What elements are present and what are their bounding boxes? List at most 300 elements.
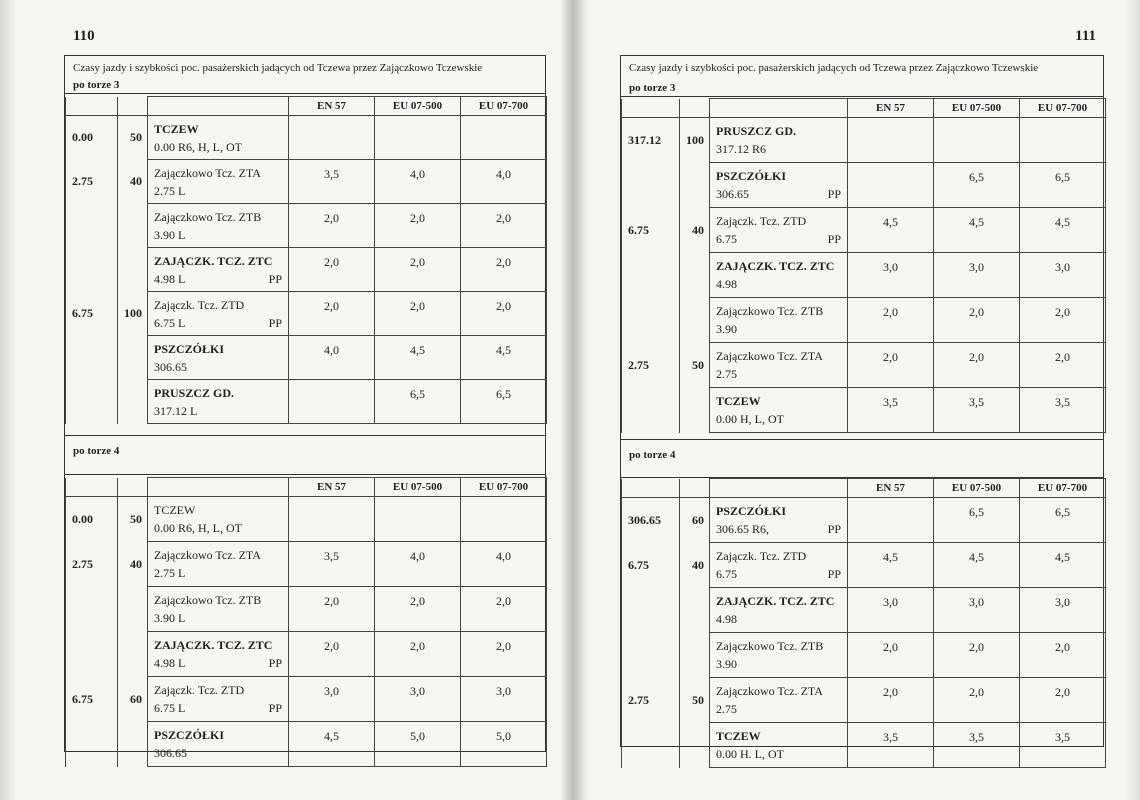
header-row — [66, 478, 547, 497]
station-name: TCZEW — [154, 122, 199, 136]
time-cell: 3,0 — [1020, 253, 1106, 298]
time-cell: 2,0 — [289, 248, 375, 292]
time-cell: 3,5 — [1020, 388, 1106, 433]
table-row — [66, 722, 547, 767]
column-header: EN 57 — [848, 99, 934, 118]
time-cell: 2,0 — [375, 204, 461, 248]
time-cell — [375, 497, 461, 542]
time-cell — [934, 118, 1020, 163]
station-name: Zajączk. Tcz. ZTD — [716, 549, 807, 563]
km-cell — [622, 253, 680, 298]
table-row — [622, 343, 1106, 388]
station-name: Zajączkowo Tcz. ZTB — [154, 593, 262, 607]
speed-cell: 50 — [680, 678, 710, 723]
time-cell: 2,0 — [461, 632, 547, 677]
km-cell: 6.75 — [622, 543, 680, 588]
time-cell — [461, 497, 547, 542]
station-cell — [148, 632, 289, 677]
speed-cell: 50 — [118, 116, 148, 160]
station-cell — [710, 163, 848, 208]
station-info — [154, 519, 282, 537]
station-km-info: 306.65 — [154, 746, 187, 760]
km-cell — [622, 163, 680, 208]
speed-cell: 50 — [680, 343, 710, 388]
pp-mark: PP — [268, 272, 282, 286]
station-name: Zajączkowo Tcz. ZTB — [716, 639, 824, 653]
station-header-cell — [710, 99, 848, 118]
column-header: EU 07-500 — [934, 99, 1020, 118]
page-right — [574, 0, 1140, 800]
km-cell: 2.75 — [66, 160, 118, 204]
station-cell — [710, 388, 848, 433]
column-header: EU 07-500 — [934, 479, 1020, 498]
station-info — [716, 185, 841, 203]
time-cell — [289, 497, 375, 542]
table-row — [622, 543, 1106, 588]
station-name: Zajączk. Tcz. ZTD — [716, 214, 807, 228]
km-cell: 6.75 — [622, 208, 680, 253]
pp-mark: PP — [827, 232, 841, 246]
time-cell: 6,5 — [1020, 163, 1106, 208]
time-cell: 2,0 — [1020, 298, 1106, 343]
station-info — [154, 654, 282, 672]
time-cell: 4,5 — [375, 336, 461, 380]
time-cell: 2,0 — [289, 632, 375, 677]
speed-cell — [680, 253, 710, 298]
station-name: PSZCZÓŁKI — [154, 342, 225, 356]
table-row — [622, 723, 1106, 768]
km-cell — [622, 298, 680, 343]
track-label: po torze 3 — [73, 79, 120, 91]
time-cell: 2,0 — [848, 343, 934, 388]
station-info — [154, 226, 282, 244]
column-header: EU 07-700 — [1020, 479, 1106, 498]
station-cell — [148, 497, 289, 542]
station-cell — [148, 587, 289, 632]
time-cell: 3,0 — [375, 677, 461, 722]
table-row — [66, 677, 547, 722]
time-cell: 3,5 — [848, 388, 934, 433]
station-cell — [710, 723, 848, 768]
station-cell — [710, 343, 848, 388]
station-km-info: 2.75 L — [154, 184, 186, 198]
speed-cell: 40 — [680, 543, 710, 588]
time-cell: 6,5 — [934, 498, 1020, 543]
station-info — [154, 564, 282, 582]
time-cell: 4,5 — [848, 543, 934, 588]
station-km-info: 4.98 — [716, 612, 737, 626]
station-info — [716, 230, 841, 248]
table-row — [622, 588, 1106, 633]
table-title: Czasy jazdy i szybkości poc. pasażerskich jadących od Tczewa przez Zajączkowo Tczewskie — [629, 62, 1039, 74]
station-km-info: 3.90 — [716, 657, 737, 671]
station-name: Zajączkowo Tcz. ZTA — [154, 548, 261, 562]
station-info — [154, 358, 282, 376]
km-header-cell — [66, 478, 118, 497]
station-name: TCZEW — [716, 394, 761, 408]
table-row — [66, 160, 547, 204]
track-label: po torze 4 — [629, 449, 676, 461]
table-row — [66, 587, 547, 632]
station-cell — [148, 542, 289, 587]
station-cell — [148, 380, 289, 424]
station-cell — [148, 116, 289, 160]
time-cell: 4,0 — [461, 542, 547, 587]
timetable-frame — [620, 55, 1104, 761]
speed-cell — [118, 380, 148, 424]
station-info — [716, 140, 841, 158]
pp-mark: PP — [827, 567, 841, 581]
km-cell: 0.00 — [66, 116, 118, 160]
time-cell: 4,5 — [934, 208, 1020, 253]
time-cell: 6,5 — [375, 380, 461, 424]
time-cell: 2,0 — [934, 298, 1020, 343]
time-cell: 2,0 — [848, 678, 934, 723]
speed-cell — [680, 588, 710, 633]
km-cell: 6.75 — [66, 292, 118, 336]
station-name: TCZEW — [154, 503, 196, 517]
km-cell: 306.65 — [622, 498, 680, 543]
km-cell — [622, 723, 680, 768]
time-cell — [1020, 118, 1106, 163]
pp-mark: PP — [268, 656, 282, 670]
time-cell: 2,0 — [848, 633, 934, 678]
station-info — [716, 365, 841, 383]
speed-cell — [680, 163, 710, 208]
timetable-grid — [65, 96, 547, 424]
time-cell: 4,0 — [375, 160, 461, 204]
station-km-info: 6.75 L — [154, 316, 186, 330]
km-header-cell — [66, 97, 118, 116]
time-cell: 4,5 — [934, 543, 1020, 588]
table-title: Czasy jazdy i szybkości poc. pasażerskich jadących od Tczewa przez Zajączkowo Tczewskie — [73, 62, 483, 74]
km-cell: 2.75 — [622, 678, 680, 723]
km-cell: 2.75 — [66, 542, 118, 587]
table-row — [622, 118, 1106, 163]
station-info — [154, 182, 282, 200]
speed-cell — [118, 587, 148, 632]
column-header: EN 57 — [848, 479, 934, 498]
speed-cell: 40 — [118, 542, 148, 587]
km-cell — [66, 722, 118, 767]
station-km-info: 4.98 L — [154, 272, 186, 286]
speed-cell: 60 — [680, 498, 710, 543]
time-cell: 2,0 — [461, 587, 547, 632]
station-name: Zajączkowo Tcz. ZTA — [716, 349, 823, 363]
station-info — [154, 314, 282, 332]
station-km-info: 306.65 — [716, 187, 749, 201]
time-cell: 4,0 — [461, 160, 547, 204]
time-cell: 3,5 — [1020, 723, 1106, 768]
station-info — [154, 402, 282, 420]
station-km-info: 0.00 R6, H, L, OT — [154, 140, 242, 154]
station-km-info: 2.75 — [716, 702, 737, 716]
time-cell: 3,5 — [289, 160, 375, 204]
station-info — [716, 275, 841, 293]
station-km-info: 6.75 L — [154, 701, 186, 715]
station-km-info: 0.00 H, L, OT — [716, 412, 784, 426]
station-cell — [148, 248, 289, 292]
speed-cell: 100 — [680, 118, 710, 163]
time-cell: 2,0 — [1020, 678, 1106, 723]
station-info — [716, 655, 841, 673]
station-km-info: 6.75 — [716, 232, 737, 246]
time-cell: 3,5 — [848, 723, 934, 768]
time-cell: 2,0 — [289, 587, 375, 632]
column-header: EU 07-700 — [461, 97, 547, 116]
header-row — [622, 99, 1106, 118]
station-info — [716, 320, 841, 338]
station-km-info: 317.12 L — [154, 404, 198, 418]
station-cell — [148, 336, 289, 380]
time-cell: 2,0 — [934, 343, 1020, 388]
speed-cell — [680, 388, 710, 433]
station-name: Zajączk. Tcz. ZTD — [154, 683, 245, 697]
km-cell — [66, 587, 118, 632]
km-header-cell — [622, 479, 680, 498]
time-cell: 4,5 — [461, 336, 547, 380]
time-cell: 3,0 — [848, 253, 934, 298]
time-cell: 6,5 — [1020, 498, 1106, 543]
station-name: PSZCZÓŁKI — [716, 169, 787, 183]
header-row — [622, 479, 1106, 498]
station-cell — [710, 633, 848, 678]
timetable-grid — [621, 98, 1106, 433]
km-cell — [66, 632, 118, 677]
km-cell — [66, 336, 118, 380]
table-row — [66, 292, 547, 336]
km-cell — [66, 380, 118, 424]
table-row — [66, 380, 547, 424]
station-name: Zajączkowo Tcz. ZTB — [154, 210, 262, 224]
timetable-frame — [64, 55, 546, 760]
station-cell — [710, 253, 848, 298]
table-row — [622, 163, 1106, 208]
station-km-info: 2.75 — [716, 367, 737, 381]
station-km-info: 4.98 L — [154, 656, 186, 670]
station-km-info: 317.12 R6 — [716, 142, 767, 156]
station-name: Zajączkowo Tcz. ZTA — [154, 166, 261, 180]
station-cell — [710, 298, 848, 343]
track-label: po torze 4 — [73, 445, 120, 457]
station-name: PRUSZCZ GD. — [716, 124, 797, 138]
station-name: ZAJĄCZK. TCZ. ZTC — [154, 254, 273, 268]
station-km-info: 3.90 L — [154, 611, 186, 625]
time-cell: 2,0 — [289, 292, 375, 336]
time-cell: 3,0 — [461, 677, 547, 722]
table-row — [622, 208, 1106, 253]
speed-cell: 60 — [118, 677, 148, 722]
station-info — [154, 609, 282, 627]
time-cell: 5,0 — [375, 722, 461, 767]
station-km-info: 306.65 R6, — [716, 522, 770, 536]
speed-cell — [680, 298, 710, 343]
time-cell: 2,0 — [934, 678, 1020, 723]
station-info — [154, 699, 282, 717]
column-header: EN 57 — [289, 97, 375, 116]
column-header: EU 07-700 — [461, 478, 547, 497]
time-cell — [848, 118, 934, 163]
speed-cell: 40 — [118, 160, 148, 204]
time-cell: 5,0 — [461, 722, 547, 767]
time-cell: 4,5 — [848, 208, 934, 253]
time-cell: 4,5 — [289, 722, 375, 767]
column-header: EU 07-500 — [375, 478, 461, 497]
time-cell: 3,0 — [1020, 588, 1106, 633]
speed-cell: 100 — [118, 292, 148, 336]
page-number: 111 — [1075, 28, 1096, 44]
time-cell: 3,0 — [848, 588, 934, 633]
station-info — [716, 700, 841, 718]
station-name: PSZCZÓŁKI — [154, 728, 225, 742]
station-info — [154, 744, 282, 762]
station-cell — [710, 118, 848, 163]
km-cell: 6.75 — [66, 677, 118, 722]
station-info — [154, 138, 282, 156]
table-row — [66, 336, 547, 380]
track-label: po torze 3 — [629, 82, 676, 94]
station-name: Zajączkowo Tcz. ZTB — [716, 304, 824, 318]
time-cell: 3,5 — [934, 723, 1020, 768]
time-cell: 3,0 — [289, 677, 375, 722]
time-cell: 2,0 — [461, 292, 547, 336]
table-row — [622, 633, 1106, 678]
km-cell — [622, 388, 680, 433]
time-cell: 2,0 — [375, 632, 461, 677]
station-cell — [710, 498, 848, 543]
speed-header-cell — [118, 97, 148, 116]
time-cell: 4,5 — [1020, 543, 1106, 588]
km-cell: 0.00 — [66, 497, 118, 542]
station-km-info: 4.98 — [716, 277, 737, 291]
station-name: ZAJĄCZK. TCZ. ZTC — [154, 638, 273, 652]
station-info — [716, 745, 841, 763]
station-cell — [148, 292, 289, 336]
km-cell: 2.75 — [622, 343, 680, 388]
speed-cell — [118, 336, 148, 380]
station-name: PSZCZÓŁKI — [716, 504, 787, 518]
table-row — [622, 678, 1106, 723]
time-cell — [461, 116, 547, 160]
speed-cell — [118, 248, 148, 292]
table-row — [66, 116, 547, 160]
station-name: Zajączkowo Tcz. ZTA — [716, 684, 823, 698]
time-cell: 2,0 — [375, 587, 461, 632]
time-cell: 2,0 — [375, 292, 461, 336]
time-cell: 3,5 — [289, 542, 375, 587]
station-header-cell — [148, 478, 289, 497]
timetable-grid — [65, 477, 547, 767]
table-row — [66, 542, 547, 587]
time-cell — [289, 380, 375, 424]
time-cell: 2,0 — [1020, 633, 1106, 678]
station-cell — [148, 204, 289, 248]
station-km-info: 3.90 — [716, 322, 737, 336]
station-header-cell — [148, 97, 289, 116]
station-name: Zajączk. Tcz. ZTD — [154, 298, 245, 312]
time-cell: 3,5 — [934, 388, 1020, 433]
station-info — [716, 410, 841, 428]
time-cell — [848, 163, 934, 208]
time-cell — [289, 116, 375, 160]
time-cell: 2,0 — [461, 248, 547, 292]
speed-cell — [680, 723, 710, 768]
km-cell: 317.12 — [622, 118, 680, 163]
speed-cell — [118, 722, 148, 767]
speed-header-cell — [680, 479, 710, 498]
table-row — [66, 204, 547, 248]
time-cell: 6,5 — [461, 380, 547, 424]
time-cell: 4,0 — [375, 542, 461, 587]
time-cell: 4,0 — [289, 336, 375, 380]
header-row — [66, 97, 547, 116]
km-cell — [622, 633, 680, 678]
table-row — [66, 632, 547, 677]
pp-mark: PP — [268, 316, 282, 330]
time-cell: 3,0 — [934, 253, 1020, 298]
km-cell — [66, 204, 118, 248]
station-name: ZAJĄCZK. TCZ. ZTC — [716, 594, 835, 608]
station-name: PRUSZCZ GD. — [154, 386, 235, 400]
station-km-info: 3.90 L — [154, 228, 186, 242]
km-header-cell — [622, 99, 680, 118]
time-cell: 6,5 — [934, 163, 1020, 208]
table-row — [622, 388, 1106, 433]
station-cell — [148, 722, 289, 767]
table-row — [622, 253, 1106, 298]
station-name: TCZEW — [716, 729, 761, 743]
column-header: EU 07-500 — [375, 97, 461, 116]
station-info — [716, 565, 841, 583]
station-km-info: 2.75 L — [154, 566, 186, 580]
time-cell: 2,0 — [375, 248, 461, 292]
speed-cell — [680, 633, 710, 678]
km-cell — [66, 248, 118, 292]
speed-header-cell — [118, 478, 148, 497]
station-cell — [148, 160, 289, 204]
table-row — [622, 298, 1106, 343]
pp-mark: PP — [268, 701, 282, 715]
timetable-grid — [621, 478, 1106, 768]
station-km-info: 6.75 — [716, 567, 737, 581]
time-cell: 2,0 — [848, 298, 934, 343]
station-cell — [710, 208, 848, 253]
station-cell — [710, 543, 848, 588]
pp-mark: PP — [827, 187, 841, 201]
time-cell: 2,0 — [289, 204, 375, 248]
speed-cell — [118, 632, 148, 677]
station-header-cell — [710, 479, 848, 498]
table-row — [66, 248, 547, 292]
page-number: 110 — [73, 28, 95, 44]
station-km-info: 306.65 — [154, 360, 187, 374]
table-row — [622, 498, 1106, 543]
station-cell — [148, 677, 289, 722]
station-km-info: 0.00 R6, H, L, OT — [154, 521, 242, 535]
station-info — [154, 270, 282, 288]
pp-mark: PP — [827, 522, 841, 536]
station-cell — [710, 678, 848, 723]
time-cell: 2,0 — [1020, 343, 1106, 388]
speed-cell — [118, 204, 148, 248]
speed-cell: 50 — [118, 497, 148, 542]
table-row — [66, 497, 547, 542]
station-km-info: 0.00 H. L, OT — [716, 747, 784, 761]
time-cell: 2,0 — [461, 204, 547, 248]
time-cell: 4,5 — [1020, 208, 1106, 253]
station-info — [716, 520, 841, 538]
km-cell — [622, 588, 680, 633]
